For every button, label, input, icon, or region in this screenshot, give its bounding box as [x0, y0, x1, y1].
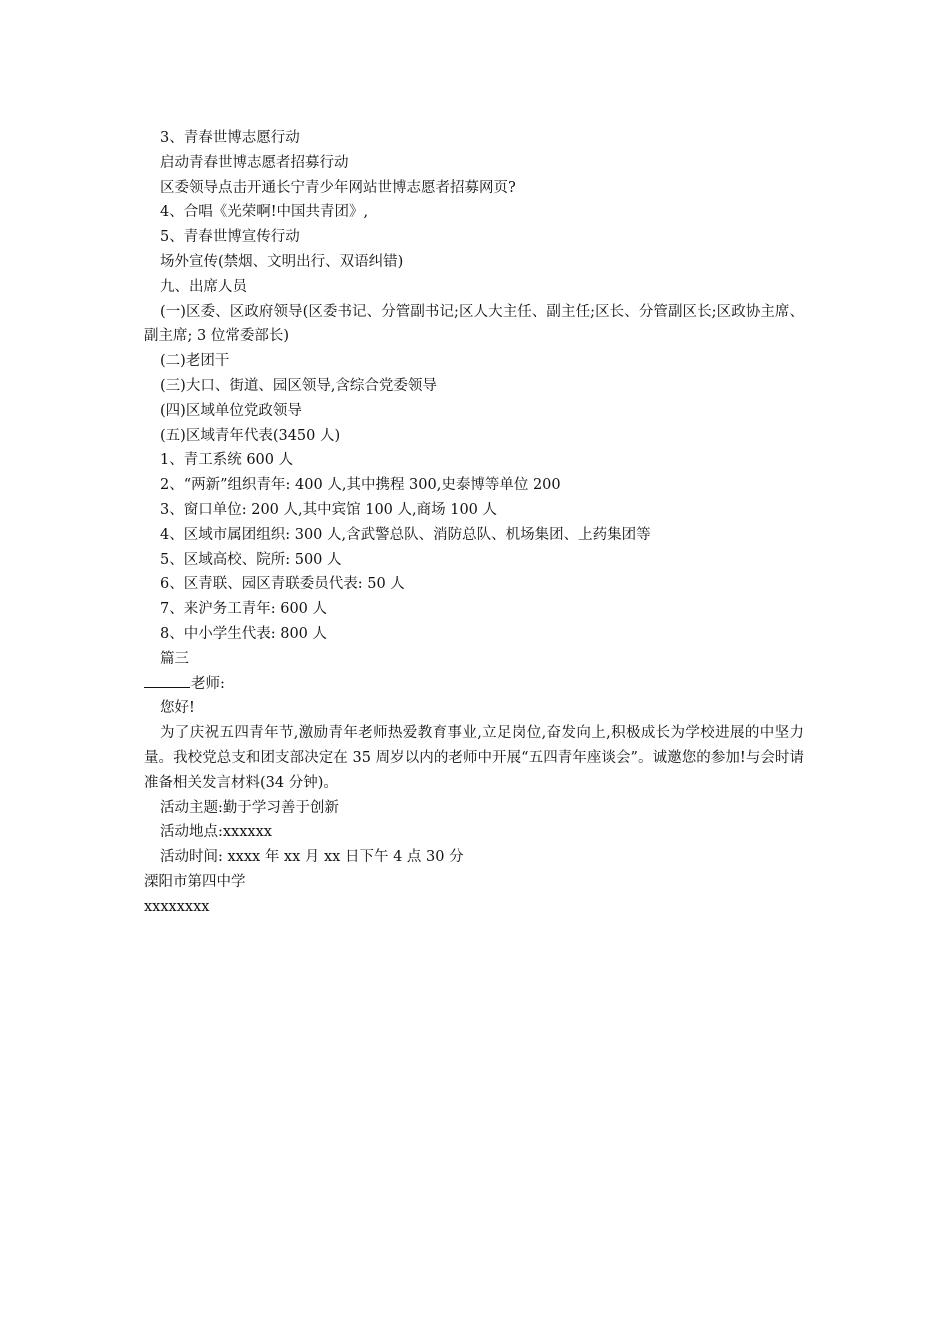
text-line: 3、窗口单位: 200 人,其中宾馆 100 人,商场 100 人 — [160, 501, 498, 518]
text-line: 场外宣传(禁烟、文明出行、双语纠错) — [160, 253, 404, 270]
text-line: 5、青春世博宣传行动 — [160, 229, 300, 246]
text-line: 8、中小学生代表: 800 人 — [160, 625, 328, 642]
text-paragraph: 为了庆祝五四青年节,激励青年老师热爱教育事业,立足岗位,奋发向上,积极成长为学校进展的中坚力量。我校党总支和团支部决定在 35 周岁以内的老师中开展“五四青年座谈会”。诚邀您的参加!与会时请准备相关发言材料(34 分钟)。 — [144, 725, 804, 791]
document-body — [144, 126, 804, 920]
signature-line: 溧阳市第四中学 — [144, 873, 246, 890]
text-line: 7、来沪务工青年: 600 人 — [160, 601, 328, 618]
text-line: 2、“两新”组织青年: 400 人,其中携程 300,史泰博等单位 200 — [160, 477, 561, 494]
text-line: 区委领导点击开通长宁青少年网站世博志愿者招募网页? — [160, 179, 516, 196]
text-line: 1、青工系统 600 人 — [160, 452, 294, 469]
text-paragraph: (一)区委、区政府领导(区委书记、分管副书记;区人大主任、副主任;区长、分管副区长;区政协主席、副主席; 3 位常委部长) — [144, 303, 804, 345]
greeting-line: 您好! — [160, 700, 195, 717]
text-line: 活动主题:勤于学习善于创新 — [160, 799, 339, 816]
text-line: 活动时间: xxxx 年 xx 月 xx 日下午 4 点 30 分 — [160, 849, 464, 866]
text-line: 活动地点:xxxxxx — [160, 824, 272, 841]
text-line: 6、区青联、园区青联委员代表: 50 人 — [160, 576, 405, 593]
text-line: (三)大口、街道、园区领导,含综合党委领导 — [160, 377, 437, 394]
text-line: (五)区域青年代表(3450 人) — [160, 427, 341, 444]
signature-line: xxxxxxxx — [144, 898, 210, 915]
blank-underline — [144, 673, 190, 688]
text-line: 启动青春世博志愿者招募行动 — [160, 154, 349, 171]
salutation-line — [144, 672, 804, 697]
text-line: (四)区域单位党政领导 — [160, 402, 302, 419]
text-line: 4、区域市属团组织: 300 人,含武警总队、消防总队、机场集团、上药集团等 — [160, 526, 651, 543]
salutation-text: 老师: — [191, 675, 225, 692]
section-heading: 篇三 — [160, 650, 189, 667]
text-line: 4、合唱《光荣啊!中国共青团》, — [160, 204, 369, 221]
section-heading: 九、出席人员 — [160, 278, 247, 295]
text-line: 5、区域高校、院所: 500 人 — [160, 551, 342, 568]
text-line: 3、青春世博志愿行动 — [160, 130, 300, 146]
text-line: (二)老团干 — [160, 353, 230, 370]
